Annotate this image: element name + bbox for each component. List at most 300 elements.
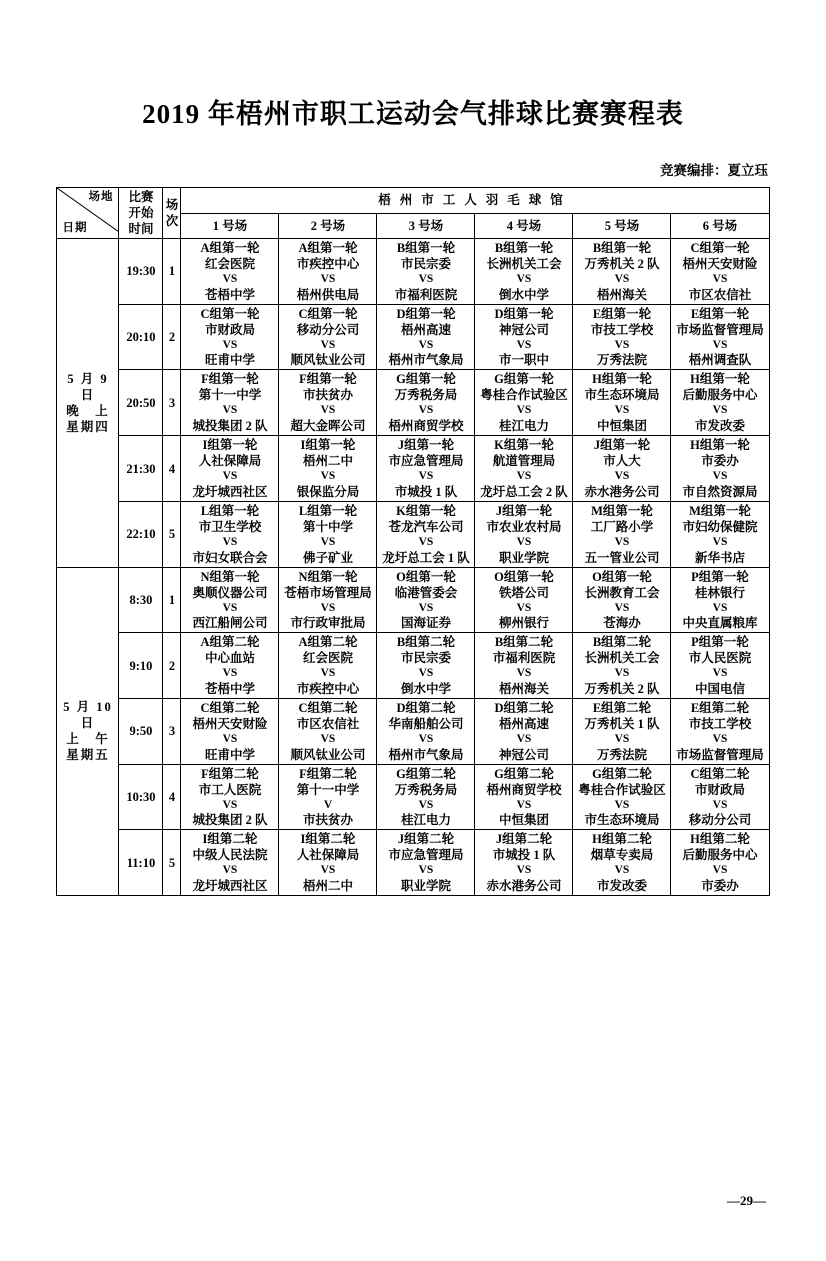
table-row (57, 830, 769, 896)
match-time-cell: 10:30 (119, 764, 163, 830)
match-time-cell: 21:30 (119, 436, 163, 502)
match-team-1: 市工人医院 (198, 782, 262, 797)
match-group-round: H组第二轮 (592, 832, 652, 847)
match-team-2: 龙圩城西社区 (192, 879, 268, 894)
match-cell (377, 370, 475, 436)
match-team-1: 移动分公司 (296, 322, 360, 337)
match-time-cell: 20:50 (119, 370, 163, 436)
match-cell (279, 633, 377, 699)
match-vs-label: VS (712, 864, 728, 877)
match-cell (475, 633, 573, 699)
match-team-1: 第十一中学 (296, 782, 360, 797)
match-cell (279, 567, 377, 633)
match-vs-label: VS (222, 338, 238, 351)
document-page (0, 92, 826, 1261)
match-number-cell: 2 (163, 304, 181, 370)
match-team-2: 梧州海关 (596, 287, 647, 302)
match-team-1: 工厂路小学 (590, 519, 654, 534)
match-vs-label: VS (222, 273, 238, 285)
match-vs-label: VS (712, 798, 728, 811)
match-team-1: 苍龙汽车公司 (388, 519, 464, 534)
match-team-1: 市技工学校 (590, 322, 654, 337)
day-label-cell (57, 239, 119, 568)
match-cell (279, 370, 377, 436)
match-number-cell: 3 (163, 370, 181, 436)
match-cell (475, 370, 573, 436)
match-team-1: 铁塔公司 (498, 585, 549, 600)
match-cell (181, 370, 279, 436)
match-vs-label: VS (418, 404, 434, 417)
match-team-1: 市财政局 (204, 322, 255, 337)
match-team-2: 梧州商贸学校 (388, 419, 464, 434)
match-group-round: C组第一轮 (690, 241, 750, 255)
match-cell (573, 370, 671, 436)
match-group-round: B组第一轮 (396, 241, 456, 255)
match-vs-label: VS (516, 404, 532, 417)
header-no-line2: 次 (165, 214, 179, 228)
schedule-table (56, 187, 769, 896)
match-group-round: C组第一轮 (200, 306, 260, 321)
match-team-2: 市生态环境局 (584, 813, 660, 828)
match-cell (377, 699, 475, 765)
match-vs-label: VS (516, 798, 532, 811)
match-cell (671, 633, 769, 699)
match-vs-label: VS (614, 601, 630, 614)
match-cell (377, 239, 475, 305)
match-vs-label: VS (418, 667, 434, 680)
match-group-round: H组第二轮 (690, 832, 750, 847)
match-team-2: 倒水中学 (498, 287, 549, 302)
match-team-2: 超大金晖公司 (290, 419, 366, 434)
match-cell (573, 501, 671, 567)
match-cell (279, 304, 377, 370)
match-team-2: 职业学院 (400, 879, 451, 894)
match-cell (573, 436, 671, 502)
match-cell (671, 304, 769, 370)
match-team-2: 万秀法院 (596, 353, 647, 368)
match-vs-label: VS (516, 733, 532, 746)
match-group-round: H组第一轮 (592, 372, 652, 387)
match-team-2: 中央直属粮库 (682, 616, 758, 631)
match-team-1: 梧州天安财险 (192, 717, 268, 732)
match-time-cell: 19:30 (119, 239, 163, 305)
match-group-round: G组第二轮 (396, 766, 456, 781)
match-vs-label: VS (222, 798, 238, 811)
page-number: —29— (727, 1193, 766, 1208)
match-team-1: 苍梧市场管理局 (284, 585, 372, 600)
match-group-round: D组第一轮 (494, 306, 554, 321)
day-label-line: 5 月 10 日 (63, 700, 113, 731)
match-cell (377, 304, 475, 370)
header-court-1: 1 号场 (181, 213, 279, 239)
match-group-round: J组第二轮 (495, 832, 553, 847)
match-group-round: H组第一轮 (690, 372, 750, 387)
match-vs-label: VS (222, 470, 238, 483)
table-row (57, 699, 769, 765)
table-row (57, 501, 769, 567)
match-cell (573, 764, 671, 830)
match-group-round: O组第一轮 (396, 569, 456, 584)
match-team-1: 万秀税务局 (394, 388, 458, 403)
match-group-round: I组第一轮 (202, 438, 258, 453)
match-vs-label: VS (320, 864, 336, 877)
match-team-1: 市区农信社 (296, 717, 360, 732)
match-group-round: A组第二轮 (200, 635, 260, 650)
match-team-1: 长洲机关工会 (584, 651, 660, 666)
match-team-1: 长洲教育工会 (584, 585, 660, 600)
match-group-round: F组第二轮 (201, 766, 259, 781)
match-cell (181, 239, 279, 305)
match-team-1: 万秀税务局 (394, 782, 458, 797)
match-team-1: 市福利医院 (492, 651, 556, 666)
match-vs-label: VS (712, 601, 728, 614)
match-cell (181, 501, 279, 567)
match-vs-label: VS (614, 273, 630, 285)
match-cell (279, 699, 377, 765)
match-group-round: B组第二轮 (396, 635, 456, 650)
match-group-round: A组第二轮 (298, 635, 358, 650)
match-team-2: 市发改委 (596, 879, 647, 894)
match-cell (279, 436, 377, 502)
match-group-round: P组第一轮 (691, 569, 749, 584)
match-team-2: 柳州银行 (498, 616, 549, 631)
match-vs-label: VS (516, 273, 532, 285)
match-group-round: C组第二轮 (200, 701, 260, 716)
match-team-1: 梧州商贸学校 (486, 782, 562, 797)
match-time-cell: 9:50 (119, 699, 163, 765)
match-vs-label: VS (712, 535, 728, 548)
match-team-1: 神冠公司 (498, 322, 549, 337)
match-team-1: 市妇幼保健院 (682, 519, 758, 534)
match-team-1: 中级人民法院 (192, 848, 268, 863)
match-team-2: 梧州供电局 (296, 287, 360, 302)
match-team-1: 人社保障局 (198, 454, 262, 469)
match-team-2: 龙圩总工会 1 队 (382, 550, 470, 565)
match-group-round: G组第一轮 (494, 372, 554, 387)
header-time-line1: 比赛 (128, 190, 154, 204)
match-team-2: 赤水港务公司 (486, 879, 562, 894)
match-group-round: B组第二轮 (494, 635, 554, 650)
match-team-1: 市应急管理局 (388, 848, 464, 863)
day-label-line: 5 月 9 日 (67, 371, 109, 402)
table-row (57, 370, 769, 436)
match-group-round: J组第一轮 (397, 438, 455, 453)
match-time-cell: 9:10 (119, 633, 163, 699)
match-vs-label: VS (222, 864, 238, 877)
match-vs-label: VS (712, 273, 728, 285)
match-team-1: 长洲机关工会 (486, 257, 562, 271)
match-group-round: L组第一轮 (200, 503, 260, 518)
match-number-cell: 1 (163, 567, 181, 633)
match-group-round: J组第一轮 (495, 503, 553, 518)
match-vs-label: VS (614, 733, 630, 746)
match-group-round: N组第一轮 (200, 569, 260, 584)
match-number-cell: 2 (163, 633, 181, 699)
table-header-row-1 (57, 188, 769, 214)
match-vs-label: VS (712, 733, 728, 746)
match-vs-label: VS (712, 667, 728, 680)
header-time-column (119, 188, 163, 239)
match-group-round: A组第一轮 (200, 241, 260, 255)
match-group-round: K组第一轮 (494, 438, 554, 453)
match-vs-label: VS (516, 338, 532, 351)
header-court-4: 4 号场 (475, 213, 573, 239)
match-team-1: 第十一中学 (198, 388, 262, 403)
match-group-round: J组第二轮 (397, 832, 455, 847)
match-group-round: B组第一轮 (494, 241, 554, 255)
match-vs-label: VS (614, 667, 630, 680)
match-cell (377, 830, 475, 896)
match-team-1: 后勤服务中心 (682, 388, 758, 403)
match-vs-label: VS (320, 273, 336, 285)
match-team-2: 万秀机关 2 队 (584, 682, 660, 697)
match-team-2: 万秀法院 (596, 747, 647, 762)
match-cell (475, 304, 573, 370)
match-vs-label: VS (516, 667, 532, 680)
match-vs-label: VS (516, 864, 532, 877)
match-group-round: L组第一轮 (298, 503, 358, 518)
match-cell (671, 567, 769, 633)
match-cell (671, 830, 769, 896)
match-cell (475, 699, 573, 765)
match-vs-label: VS (614, 535, 630, 548)
match-group-round: F组第一轮 (201, 372, 259, 387)
match-team-1: 梧州二中 (302, 454, 353, 469)
match-group-round: G组第二轮 (494, 766, 554, 781)
match-vs-label: VS (712, 338, 728, 351)
match-vs-label: VS (222, 733, 238, 746)
match-group-round: D组第一轮 (396, 306, 456, 321)
match-cell (573, 567, 671, 633)
match-team-2: 神冠公司 (498, 747, 549, 762)
match-cell (279, 239, 377, 305)
match-cell (181, 830, 279, 896)
match-cell (377, 501, 475, 567)
match-vs-label: VS (614, 404, 630, 417)
match-vs-label: VS (516, 601, 532, 614)
header-time-line3: 时间 (128, 222, 154, 236)
match-cell (573, 304, 671, 370)
match-team-1: 后勤服务中心 (682, 848, 758, 863)
match-team-2: 移动分公司 (688, 813, 752, 828)
match-team-1: 中心血站 (204, 651, 255, 666)
match-vs-label: VS (320, 733, 336, 746)
match-team-1: 梧州高速 (400, 322, 451, 337)
match-team-1: 万秀机关 2 队 (584, 257, 660, 271)
match-team-1: 市民宗委 (400, 651, 451, 666)
match-cell (181, 436, 279, 502)
header-court-3: 3 号场 (377, 213, 475, 239)
match-vs-label: VS (320, 601, 336, 614)
table-row (57, 567, 769, 633)
match-cell (573, 239, 671, 305)
day-label-line: 星期四 (66, 419, 110, 434)
match-team-1: 临港管委会 (394, 585, 458, 600)
match-team-2: 国海证券 (400, 616, 451, 631)
match-team-2: 龙圩城西社区 (192, 484, 268, 499)
match-team-2: 城投集团 2 队 (192, 813, 268, 828)
match-team-2: 梧州海关 (498, 682, 549, 697)
match-cell (181, 304, 279, 370)
match-team-1: 市农业农村局 (486, 519, 562, 534)
match-team-2: 市委办 (701, 879, 739, 894)
match-group-round: O组第一轮 (592, 569, 652, 584)
match-group-round: I组第一轮 (300, 438, 356, 453)
match-vs-label: VS (222, 667, 238, 680)
match-team-1: 市疾控中心 (296, 257, 360, 271)
match-group-round: P组第一轮 (691, 635, 749, 650)
match-team-2: 市疾控中心 (296, 682, 360, 697)
match-team-2: 中恒集团 (596, 419, 647, 434)
match-vs-label: VS (418, 535, 434, 548)
match-team-2: 银保监分局 (296, 484, 360, 499)
match-group-round: E组第一轮 (690, 306, 750, 321)
match-cell (475, 436, 573, 502)
match-vs-label: VS (418, 733, 434, 746)
match-team-1: 市人民医院 (688, 651, 752, 666)
match-vs-label: VS (516, 535, 532, 548)
match-number-cell: 1 (163, 239, 181, 305)
match-cell (475, 830, 573, 896)
match-cell (279, 830, 377, 896)
match-team-2: 市发改委 (694, 419, 745, 434)
header-no-line1: 场 (165, 198, 179, 212)
match-group-round: B组第一轮 (592, 241, 652, 255)
editor-credit: 竞赛编排：夏立珏 (660, 163, 768, 178)
match-team-1: 粤桂合作试验区 (578, 782, 666, 797)
match-group-round: J组第一轮 (593, 438, 651, 453)
match-team-1: 市扶贫办 (302, 388, 353, 403)
header-court-2: 2 号场 (279, 213, 377, 239)
match-vs-label: VS (614, 470, 630, 483)
match-team-2: 桂江电力 (498, 419, 549, 434)
table-row (57, 764, 769, 830)
match-cell (181, 699, 279, 765)
match-group-round: I组第二轮 (300, 832, 356, 847)
match-vs-label: VS (516, 470, 532, 483)
match-cell (573, 633, 671, 699)
corner-label-date: 日期 (62, 222, 88, 235)
day-label-line: 上 午 (66, 732, 110, 747)
match-team-2: 桂江电力 (400, 813, 451, 828)
match-team-2: 新华书店 (694, 550, 745, 565)
match-cell (181, 764, 279, 830)
match-group-round: E组第一轮 (592, 306, 652, 321)
match-team-2: 龙圩总工会 2 队 (480, 484, 568, 499)
match-group-round: E组第二轮 (690, 701, 750, 716)
match-group-round: K组第一轮 (396, 503, 456, 518)
match-team-1: 第十中学 (302, 519, 353, 534)
match-time-cell: 8:30 (119, 567, 163, 633)
table-row (57, 633, 769, 699)
match-group-round: M组第一轮 (689, 503, 751, 518)
match-group-round: M组第一轮 (591, 503, 653, 518)
table-row (57, 239, 769, 305)
match-vs-label: VS (320, 667, 336, 680)
match-cell (671, 239, 769, 305)
match-group-round: A组第一轮 (298, 241, 358, 255)
match-team-1: 市委办 (701, 454, 739, 469)
match-team-1: 市技工学校 (688, 717, 752, 732)
match-group-round: D组第二轮 (396, 701, 456, 716)
match-vs-label: VS (418, 273, 434, 285)
match-vs-label: VS (614, 798, 630, 811)
match-cell (377, 567, 475, 633)
corner-header-cell (57, 188, 119, 239)
match-cell (475, 567, 573, 633)
match-cell (181, 567, 279, 633)
match-vs-label: VS (418, 798, 434, 811)
match-cell (671, 501, 769, 567)
match-team-2: 职业学院 (498, 550, 549, 565)
match-team-2: 梧州调查队 (688, 353, 752, 368)
match-group-round: I组第二轮 (202, 832, 258, 847)
match-cell (671, 436, 769, 502)
match-group-round: G组第一轮 (396, 372, 456, 387)
match-team-2: 市城投 1 队 (394, 484, 458, 499)
match-team-1: 红会医院 (204, 257, 255, 271)
match-group-round: C组第一轮 (298, 306, 358, 321)
match-team-2: 西江船闸公司 (192, 616, 268, 631)
day-label-line: 晚 上 (66, 403, 110, 418)
match-vs-label: VS (320, 470, 336, 483)
match-team-2: 中国电信 (694, 682, 745, 697)
match-group-round: C组第二轮 (298, 701, 358, 716)
match-number-cell: 4 (163, 436, 181, 502)
table-row (57, 304, 769, 370)
match-vs-label: VS (418, 338, 434, 351)
header-time-line2: 开始 (128, 206, 154, 220)
match-team-1: 梧州高速 (498, 717, 549, 732)
match-team-1: 万秀机关 1 队 (584, 717, 660, 732)
match-group-round: O组第一轮 (494, 569, 554, 584)
match-team-2: 梧州市气象局 (388, 747, 464, 762)
schedule-body (57, 239, 769, 896)
match-cell (181, 633, 279, 699)
match-team-2: 市场监督管理局 (676, 747, 764, 762)
match-time-cell: 20:10 (119, 304, 163, 370)
match-vs-label: VS (222, 535, 238, 548)
match-team-2: 梧州市气象局 (388, 353, 464, 368)
match-group-round: C组第二轮 (690, 766, 750, 781)
match-vs-label: VS (614, 338, 630, 351)
match-group-round: F组第一轮 (299, 372, 357, 387)
match-team-2: 佛子矿业 (302, 550, 353, 565)
match-group-round: N组第一轮 (298, 569, 358, 584)
match-cell (377, 633, 475, 699)
match-team-1: 市财政局 (694, 782, 745, 797)
header-match-no-column (163, 188, 181, 239)
match-group-round: E组第二轮 (592, 701, 652, 716)
match-vs-label: VS (418, 470, 434, 483)
match-team-2: 旺甫中学 (204, 747, 255, 762)
match-cell (475, 764, 573, 830)
match-cell (377, 764, 475, 830)
header-court-6: 6 号场 (671, 213, 769, 239)
match-team-1: 粤桂合作试验区 (480, 388, 568, 403)
match-team-2: 市行政审批局 (290, 616, 366, 631)
match-team-2: 市福利医院 (394, 287, 458, 302)
match-team-1: 市卫生学校 (198, 519, 262, 534)
match-team-2: 苍梧中学 (204, 287, 255, 302)
match-team-1: 市场监督管理局 (676, 322, 764, 337)
match-team-2: 梧州二中 (302, 879, 353, 894)
match-team-1: 奥顺仪器公司 (192, 585, 268, 600)
corner-label-venue: 场地 (88, 191, 114, 203)
match-team-2: 苍梧中学 (204, 682, 255, 697)
match-group-round: G组第二轮 (592, 766, 652, 781)
match-cell (671, 370, 769, 436)
